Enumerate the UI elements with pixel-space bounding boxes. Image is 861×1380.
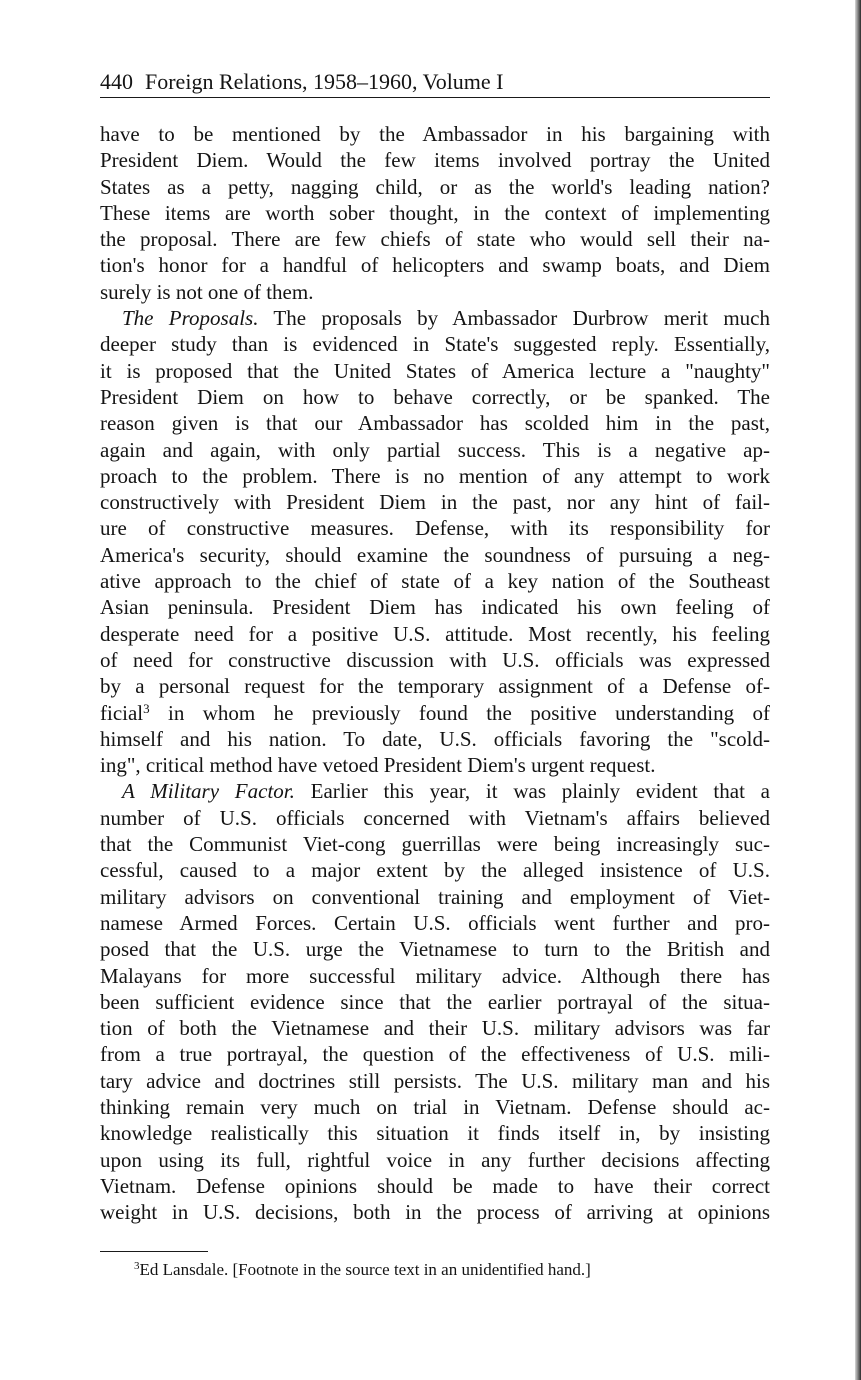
text-run: Earlier this year, it was plainly evident that a [294, 779, 770, 804]
text-line: of need for constructive discussion with U.S. officials was expressed [100, 647, 770, 672]
text-line: President Diem on how to behave correctly, or be spanked. The [100, 384, 770, 409]
text-run: in whom he previously found the positive understanding of [149, 700, 770, 725]
text-line [100, 305, 770, 331]
text-line: have to be mentioned by the Ambassador in his bargaining with [100, 122, 770, 146]
text-line: cessful, caused to a major extent by the alleged insistence of U.S. [100, 858, 770, 883]
text-line: military advisors on conventional training and employment of Viet- [100, 884, 770, 909]
text-line: constructively with President Diem in the past, nor any hint of fail- [100, 490, 770, 515]
text-line: weight in U.S. decisions, both in the process of arriving at opinions [100, 1200, 770, 1225]
text-run: The proposals by Ambassador Durbrow merit much [258, 306, 771, 331]
paragraph-continuation [100, 121, 770, 305]
text-line: tary advice and doctrines still persists. The U.S. military man and his [100, 1068, 770, 1093]
document-body [100, 121, 770, 1225]
footnote-reference[interactable]: 3 [143, 700, 150, 716]
text-line: surely is not one of them. [100, 279, 314, 304]
text-line: Malayans for more successful military advice. Although there has [100, 963, 770, 988]
text-line: thinking remain very much on trial in Vietnam. Defense should ac- [100, 1094, 770, 1119]
footnote-text: Ed Lansdale. [Footnote in the source text in an unidentified hand.] [139, 1260, 591, 1279]
text-run: ficial [100, 700, 144, 725]
running-title: Foreign Relations, 1958–1960, Volume I [145, 69, 504, 94]
page-edge-shadow [855, 0, 861, 1380]
running-header [100, 68, 770, 98]
text-line: it is proposed that the United States of America lecture a "naughty" [100, 358, 770, 383]
text-line: himself and his nation. To date, U.S. officials favoring the "scold- [100, 726, 770, 751]
text-line: President Diem. Would the few items involved portray the United [100, 148, 770, 173]
text-line: upon using its full, rightful voice in any further decisions affecting [100, 1147, 770, 1172]
text-line: been sufficient evidence since that the earlier portrayal of the situa- [100, 989, 770, 1014]
text-line: by a personal request for the temporary assignment of a Defense of- [100, 674, 770, 699]
text-line: that the Communist Viet-cong guerrillas were being increasingly suc- [100, 832, 770, 857]
text-line: States as a petty, nagging child, or as the world's leading nation? [100, 174, 770, 199]
text-line: tion's honor for a handful of helicopters and swamp boats, and Diem [100, 253, 770, 278]
text-line: the proposal. There are few chiefs of state who would sell their na- [100, 227, 770, 252]
section-heading: The Proposals. [122, 306, 259, 331]
footnote [134, 1259, 774, 1281]
paragraph-military-factor [100, 778, 770, 1225]
text-line: knowledge realistically this situation it finds itself in, by insisting [100, 1121, 770, 1146]
text-line: desperate need for a positive U.S. attitude. Most recently, his feeling [100, 621, 770, 646]
text-line: deeper study than is evidenced in State's suggested reply. Essentially, [100, 332, 770, 357]
text-line: America's security, should examine the soundness of pursuing a neg- [100, 542, 770, 567]
text-line: Vietnam. Defense opinions should be made to have their correct [100, 1173, 770, 1198]
section-heading: A Military Factor. [122, 779, 295, 804]
text-line [100, 778, 770, 804]
text-line: ative approach to the chief of state of a key nation of the Southeast [100, 569, 770, 594]
text-line: ing", critical method have vetoed President Diem's urgent request. [100, 753, 656, 778]
text-line: number of U.S. officials concerned with Vietnam's affairs believed [100, 805, 770, 830]
footnote-divider [100, 1251, 208, 1252]
text-line: ure of constructive measures. Defense, with its responsibility for [100, 516, 770, 541]
footnote-marker: 3 [134, 1260, 140, 1272]
text-line: again and again, with only partial success. This is a negative ap- [100, 437, 770, 462]
text-line: These items are worth sober thought, in the context of implementing [100, 200, 770, 225]
text-line: reason given is that our Ambassador has scolded him in the past, [100, 411, 770, 436]
text-line: posed that the U.S. urge the Vietnamese to turn to the British and [100, 937, 770, 962]
text-line: Asian peninsula. President Diem has indicated his own feeling of [100, 595, 770, 620]
text-line: tion of both the Vietnamese and their U.S. military advisors was far [100, 1016, 770, 1041]
paragraph-the-proposals [100, 305, 770, 778]
text-line: namese Armed Forces. Certain U.S. officials went further and pro- [100, 910, 770, 935]
page-number: 440 [100, 69, 133, 94]
text-line: proach to the problem. There is no mention of any attempt to work [100, 463, 770, 488]
text-line [100, 700, 770, 726]
text-line: from a true portrayal, the question of the effectiveness of U.S. mili- [100, 1042, 770, 1067]
